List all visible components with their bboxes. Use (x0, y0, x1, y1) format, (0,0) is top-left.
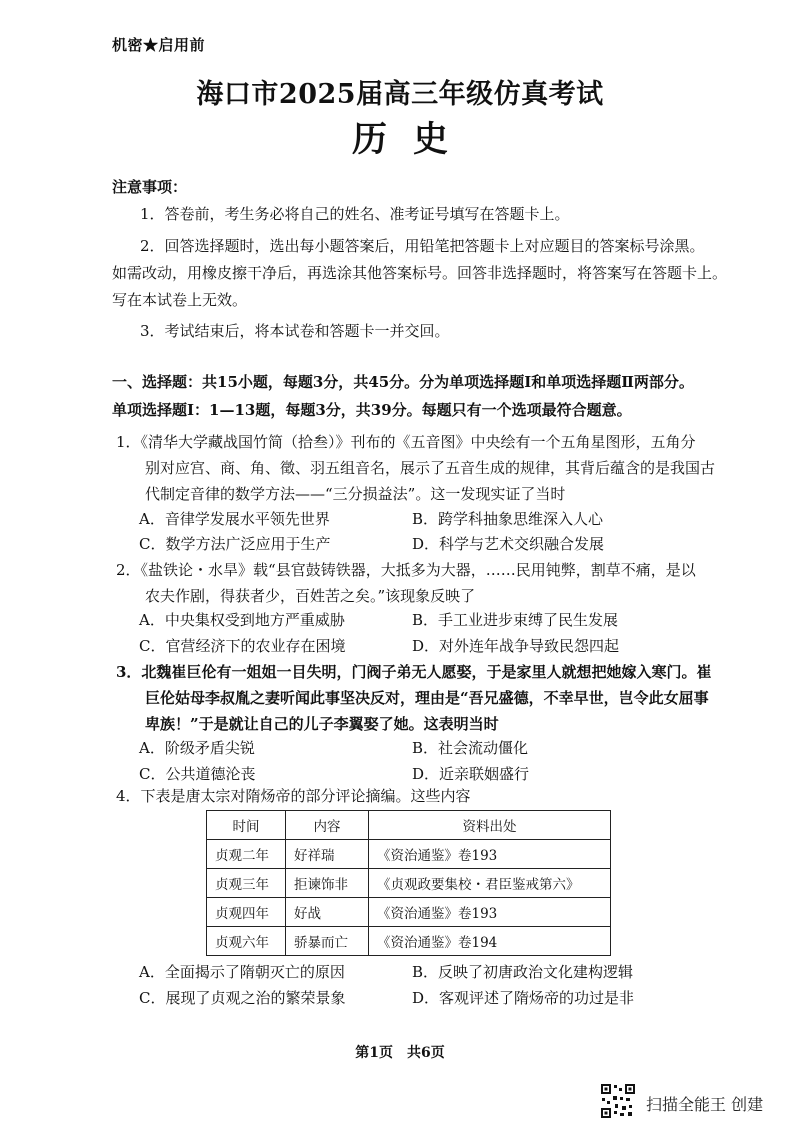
q4-stem-line-1: 4．下表是唐太宗对隋炀帝的部分评论摘编。这些内容 (116, 787, 471, 805)
table-cell-time: 贞观二年 (207, 840, 286, 869)
q2-option-a: A．中央集权受到地方严重威胁 (139, 611, 345, 629)
q3-stem-line-2: 巨伦姑母李叔胤之妻听闻此事坚决反对，理由是“吾兄盛德，不幸早世，岂令此女屈事 (145, 689, 709, 707)
scanner-watermark: 扫描全能王 创建 (646, 1095, 764, 1114)
notice-item-2-line-2: 如需改动，用橡皮擦干净后，再选涂其他答案标号。回答非选择题时，将答案写在答题卡上。 (112, 264, 728, 282)
q1-option-c: C．数学方法广泛应用于生产 (139, 535, 331, 553)
notice-item-3: 3．考试结束后，将本试卷和答题卡一并交回。 (140, 322, 450, 340)
q3-option-c: C．公共道德沦丧 (139, 765, 256, 783)
table-cell-source: 《资治通鉴》卷193 (369, 840, 611, 869)
q1-option-d: D．科学与艺术交织融合发展 (412, 535, 605, 553)
page-number: 第1页 共6页 (355, 1045, 445, 1061)
table-row (207, 840, 611, 869)
q4-option-b: B．反映了初唐政治文化建构逻辑 (412, 963, 634, 981)
notice-item-2-line-3: 写在本试卷上无效。 (112, 291, 248, 309)
table-row (207, 898, 611, 927)
q4-option-c: C．展现了贞观之治的繁荣景象 (139, 989, 346, 1007)
table-cell-source: 《资治通鉴》卷194 (369, 927, 611, 956)
table-cell-time: 贞观三年 (207, 869, 286, 898)
q1-option-a: A．音律学发展水平领先世界 (139, 510, 330, 528)
exam-title: 海口市2025届高三年级仿真考试 (196, 79, 604, 110)
q2-stem-line-1: 2．《盐铁论・水旱》载“县官鼓铸铁器，大抵多为大器，……民用钝弊，割草不痛，是以 (116, 561, 696, 579)
table-cell-content: 好战 (286, 898, 369, 927)
table-cell-time: 贞观六年 (207, 927, 286, 956)
confidential-label: 机密★启用前 (112, 36, 206, 54)
table-cell-content: 骄暴而亡 (286, 927, 369, 956)
table-row (207, 869, 611, 898)
table-cell-source: 《资治通鉴》卷193 (369, 898, 611, 927)
table-cell-content: 拒谏饰非 (286, 869, 369, 898)
q1-stem-line-2: 别对应宫、商、角、徵、羽五组音名，展示了五音生成的规律，其背后蕴含的是我国古 (145, 459, 716, 477)
q3-option-b: B．社会流动僵化 (412, 739, 529, 757)
q4-option-a: A．全面揭示了隋朝灭亡的原因 (139, 963, 345, 981)
table-row (207, 927, 611, 956)
q1-option-b: B．跨学科抽象思维深入人心 (412, 510, 604, 528)
table-header-time: 时间 (207, 811, 286, 840)
q3-stem-line-1: 3．北魏崔巨伦有一姐姐一目失明，门阀子弟无人愿娶，于是家里人就想把她嫁入寒门。崔 (116, 663, 712, 681)
q2-option-d: D．对外连年战争导致民怨四起 (412, 637, 620, 655)
subject-title: 历史 (351, 119, 474, 160)
table-header-source: 资料出处 (369, 811, 611, 840)
table-header-content: 内容 (286, 811, 369, 840)
q4-source-table (206, 810, 611, 956)
section-heading: 一、选择题：共15小题，每题3分，共45分。分为单项选择题Ⅰ和单项选择题Ⅱ两部分。 (112, 373, 694, 391)
q4-option-d: D．客观评述了隋炀帝的功过是非 (412, 989, 635, 1007)
q2-option-b: B．手工业进步束缚了民生发展 (412, 611, 619, 629)
q3-option-a: A．阶级矛盾尖锐 (139, 739, 255, 757)
table-header-row (207, 811, 611, 840)
table-cell-source: 《贞观政要集校・君臣鉴戒第六》 (369, 869, 611, 898)
q1-stem-line-3: 代制定音律的数学方法——“三分损益法”。这一发现实证了当时 (145, 485, 566, 503)
table-cell-content: 好祥瑞 (286, 840, 369, 869)
q2-stem-line-2: 农夫作剧，得获者少，百姓苦之矣。”该现象反映了 (145, 587, 476, 605)
notice-item-2-line-1: 2．回答选择题时，选出每小题答案后，用铅笔把答题卡上对应题目的答案标号涂黑。 (140, 237, 705, 255)
q3-option-d: D．近亲联姻盛行 (412, 765, 530, 783)
q1-stem-line-1: 1．《清华大学藏战国竹简（拾叁）》刊布的《五音图》中央绘有一个五角星图形，五角分 (116, 433, 696, 451)
table-cell-time: 贞观四年 (207, 898, 286, 927)
qr-code-icon (600, 1083, 636, 1119)
notice-item-1: 1．答卷前，考生务必将自己的姓名、准考证号填写在答题卡上。 (140, 205, 570, 223)
notice-heading: 注意事项： (112, 178, 188, 196)
section-subheading: 单项选择题Ⅰ：1—13题，每题3分，共39分。每题只有一个选项最符合题意。 (112, 401, 632, 419)
q3-stem-line-3: 卑族！”于是就让自己的儿子李翼娶了她。这表明当时 (145, 715, 499, 733)
q2-option-c: C．官营经济下的农业存在困境 (139, 637, 346, 655)
